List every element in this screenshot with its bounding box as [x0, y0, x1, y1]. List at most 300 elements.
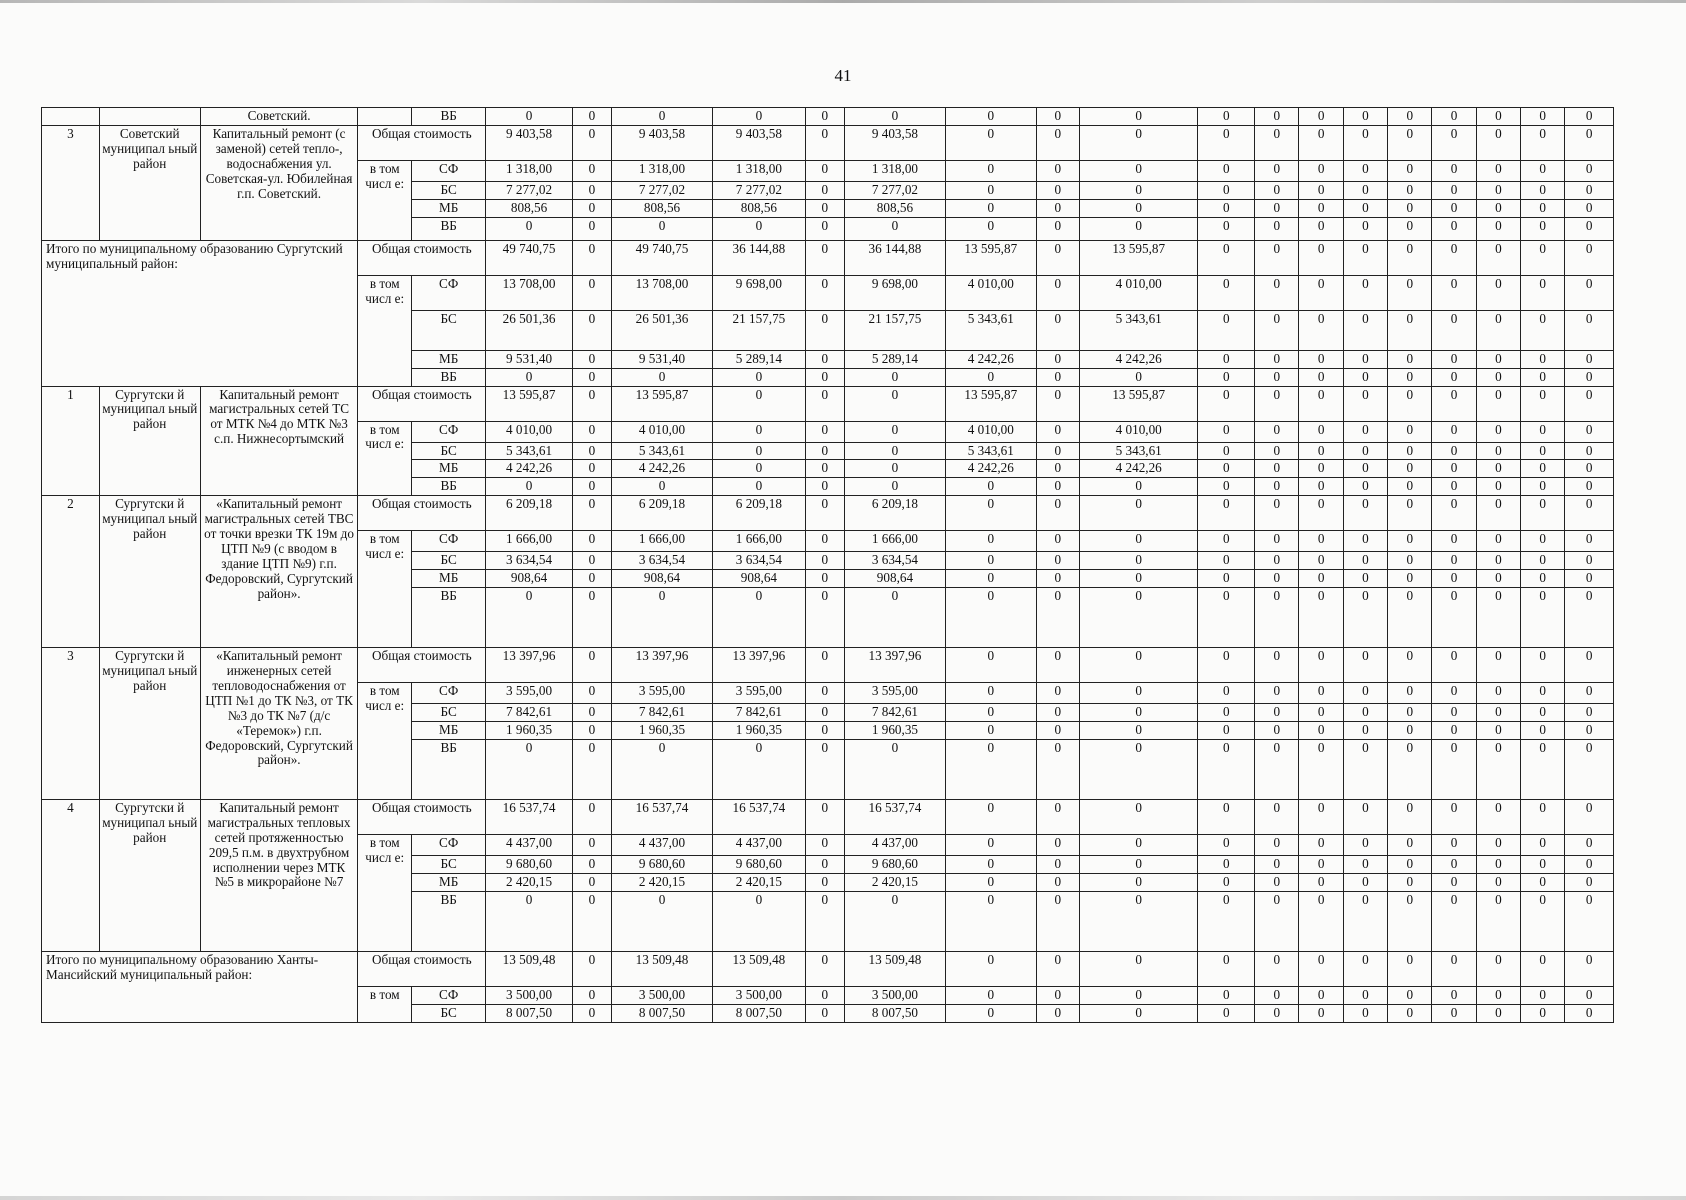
value-cell: 0 [1476, 739, 1520, 799]
value-cell: 0 [945, 855, 1036, 873]
value-cell: 7 842,61 [611, 704, 712, 722]
value-cell: 0 [1079, 570, 1198, 588]
value-cell: 0 [1521, 799, 1565, 834]
total-cost-label: Общая стоимость [358, 648, 486, 683]
value-cell: 0 [572, 386, 611, 421]
value-cell: 0 [1198, 891, 1255, 951]
value-cell: 0 [1565, 240, 1614, 275]
value-cell: 0 [1521, 125, 1565, 160]
value-cell: 0 [805, 199, 844, 217]
value-cell: 0 [1388, 181, 1432, 199]
value-cell: 0 [1388, 951, 1432, 986]
value-cell: 0 [1432, 986, 1476, 1004]
value-cell: 0 [805, 386, 844, 421]
value-cell: 0 [1299, 350, 1343, 368]
value-cell: 0 [1521, 570, 1565, 588]
value-cell: 0 [1299, 648, 1343, 683]
value-cell: 0 [1198, 873, 1255, 891]
value-cell: 0 [572, 588, 611, 648]
value-cell: 0 [1432, 570, 1476, 588]
value-cell: 0 [572, 421, 611, 442]
value-cell: 13 397,96 [611, 648, 712, 683]
value-cell: 0 [805, 125, 844, 160]
value-cell: 0 [945, 873, 1036, 891]
value-cell: 0 [1299, 199, 1343, 217]
value-cell: 0 [1388, 386, 1432, 421]
value-cell: 0 [1388, 739, 1432, 799]
value-cell: 0 [1343, 240, 1387, 275]
value-cell: 0 [572, 648, 611, 683]
value-cell: 13 595,87 [486, 386, 573, 421]
value-cell: 0 [1343, 199, 1387, 217]
value-cell: 0 [1343, 951, 1387, 986]
value-cell: 0 [572, 873, 611, 891]
source-label: МБ [412, 721, 486, 739]
value-cell: 0 [1198, 460, 1255, 478]
page-number: 41 [834, 66, 852, 85]
value-cell: 0 [1521, 368, 1565, 386]
value-cell: 0 [1388, 240, 1432, 275]
num-cell [42, 108, 100, 126]
value-cell: 3 634,54 [844, 552, 945, 570]
value-cell: 0 [945, 108, 1036, 126]
value-cell: 0 [611, 891, 712, 951]
value-cell: 4 242,26 [1079, 350, 1198, 368]
value-cell: 0 [1198, 531, 1255, 552]
value-cell: 0 [572, 704, 611, 722]
value-cell: 0 [611, 217, 712, 240]
value-cell: 2 420,15 [713, 873, 806, 891]
value-cell: 0 [1565, 873, 1614, 891]
value-cell: 5 343,61 [486, 442, 573, 460]
project-description: Капитальный ремонт магистральных тепловых сетей протяженностью 209,5 п.м. в двухтрубном исполнении через МТК №5 в микрорайоне №7 [200, 799, 358, 951]
value-cell: 7 842,61 [844, 704, 945, 722]
value-cell: 0 [1036, 240, 1079, 275]
value-cell: 0 [1565, 199, 1614, 217]
value-cell: 0 [1299, 217, 1343, 240]
value-cell: 0 [1521, 951, 1565, 986]
value-cell: 0 [1198, 799, 1255, 834]
value-cell: 0 [1036, 648, 1079, 683]
value-cell: 0 [1079, 368, 1198, 386]
value-cell: 0 [1476, 986, 1520, 1004]
value-cell: 0 [1388, 531, 1432, 552]
value-cell: 0 [1565, 496, 1614, 531]
municipality-name: Сургутски й муниципал ьный район [99, 386, 200, 496]
value-cell: 0 [1299, 799, 1343, 834]
source-label: ВБ [412, 891, 486, 951]
value-cell: 0 [713, 386, 806, 421]
value-cell: 0 [945, 834, 1036, 855]
value-cell: 26 501,36 [486, 310, 573, 350]
value-cell: 0 [1255, 588, 1299, 648]
value-cell: 4 437,00 [844, 834, 945, 855]
value-cell: 0 [1036, 986, 1079, 1004]
value-cell: 908,64 [486, 570, 573, 588]
value-cell: 0 [1388, 442, 1432, 460]
value-cell: 0 [1432, 951, 1476, 986]
value-cell: 0 [1476, 160, 1520, 181]
value-cell: 0 [1565, 108, 1614, 126]
table-row [42, 240, 1614, 275]
value-cell: 0 [1299, 739, 1343, 799]
value-cell: 0 [945, 125, 1036, 160]
value-cell: 0 [1521, 704, 1565, 722]
value-cell: 0 [572, 125, 611, 160]
value-cell: 0 [1036, 108, 1079, 126]
value-cell: 6 209,18 [844, 496, 945, 531]
value-cell: 0 [1521, 350, 1565, 368]
value-cell: 0 [1388, 704, 1432, 722]
value-cell: 0 [1036, 199, 1079, 217]
value-cell: 1 960,35 [844, 721, 945, 739]
value-cell: 8 007,50 [611, 1004, 712, 1022]
value-cell: 0 [945, 721, 1036, 739]
value-cell: 0 [1521, 496, 1565, 531]
value-cell: 0 [1079, 588, 1198, 648]
value-cell: 0 [572, 310, 611, 350]
value-cell: 0 [1476, 460, 1520, 478]
value-cell: 4 010,00 [945, 421, 1036, 442]
value-cell: 0 [1476, 125, 1520, 160]
value-cell: 0 [1388, 496, 1432, 531]
value-cell: 0 [1036, 181, 1079, 199]
value-cell: 0 [1388, 648, 1432, 683]
source-label: БС [412, 855, 486, 873]
value-cell: 0 [1079, 739, 1198, 799]
value-cell: 0 [713, 108, 806, 126]
value-cell: 0 [1432, 891, 1476, 951]
value-cell: 0 [1343, 368, 1387, 386]
value-cell: 0 [1255, 368, 1299, 386]
value-cell: 0 [1036, 160, 1079, 181]
value-cell: 4 242,26 [486, 460, 573, 478]
value-cell: 0 [572, 496, 611, 531]
value-cell: 0 [1343, 108, 1387, 126]
table-row [42, 648, 1614, 683]
value-cell: 0 [1343, 704, 1387, 722]
source-label: ВБ [412, 588, 486, 648]
value-cell: 0 [945, 552, 1036, 570]
value-cell: 0 [945, 986, 1036, 1004]
value-cell: 0 [805, 704, 844, 722]
value-cell: 0 [1388, 460, 1432, 478]
value-cell: 0 [1079, 704, 1198, 722]
value-cell: 0 [805, 873, 844, 891]
value-cell: 0 [945, 588, 1036, 648]
value-cell: 0 [1388, 570, 1432, 588]
value-cell: 0 [805, 721, 844, 739]
including-cell [358, 108, 412, 126]
value-cell: 5 289,14 [713, 350, 806, 368]
including-label: в том [358, 986, 412, 1022]
value-cell: 4 242,26 [945, 460, 1036, 478]
value-cell: 0 [1079, 199, 1198, 217]
value-cell: 0 [1432, 199, 1476, 217]
value-cell: 0 [805, 588, 844, 648]
including-label: в том числ е: [358, 421, 412, 496]
value-cell: 16 537,74 [486, 799, 573, 834]
value-cell: 0 [1521, 834, 1565, 855]
value-cell: 0 [572, 240, 611, 275]
value-cell: 0 [1198, 739, 1255, 799]
value-cell: 0 [572, 181, 611, 199]
value-cell: 0 [1343, 421, 1387, 442]
description-cell: Советский. [200, 108, 358, 126]
value-cell: 0 [1036, 421, 1079, 442]
value-cell: 5 289,14 [844, 350, 945, 368]
value-cell: 0 [945, 531, 1036, 552]
source-label: ВБ [412, 478, 486, 496]
value-cell: 0 [1521, 1004, 1565, 1022]
source-label: СФ [412, 421, 486, 442]
value-cell: 0 [1036, 386, 1079, 421]
value-cell: 0 [1476, 891, 1520, 951]
value-cell: 0 [1198, 217, 1255, 240]
value-cell: 0 [1036, 217, 1079, 240]
table-row [42, 496, 1614, 531]
value-cell: 0 [1255, 834, 1299, 855]
value-cell: 8 007,50 [844, 1004, 945, 1022]
value-cell: 0 [1432, 855, 1476, 873]
value-cell: 3 634,54 [611, 552, 712, 570]
value-cell: 0 [572, 552, 611, 570]
value-cell: 0 [1299, 873, 1343, 891]
value-cell: 3 500,00 [713, 986, 806, 1004]
value-cell: 0 [1079, 478, 1198, 496]
value-cell: 9 531,40 [611, 350, 712, 368]
value-cell: 0 [1432, 350, 1476, 368]
value-cell: 0 [844, 739, 945, 799]
value-cell: 0 [945, 799, 1036, 834]
value-cell: 0 [1565, 421, 1614, 442]
value-cell: 4 242,26 [1079, 460, 1198, 478]
source-label: СФ [412, 834, 486, 855]
value-cell: 0 [1255, 310, 1299, 350]
value-cell: 0 [805, 275, 844, 310]
value-cell: 0 [1521, 531, 1565, 552]
value-cell: 0 [1343, 588, 1387, 648]
value-cell: 13 397,96 [844, 648, 945, 683]
value-cell: 0 [1343, 496, 1387, 531]
value-cell: 0 [1565, 739, 1614, 799]
value-cell: 0 [1565, 310, 1614, 350]
value-cell: 0 [486, 217, 573, 240]
value-cell: 0 [1255, 951, 1299, 986]
value-cell: 0 [1255, 386, 1299, 421]
value-cell: 0 [1255, 181, 1299, 199]
value-cell: 3 634,54 [486, 552, 573, 570]
value-cell: 0 [1198, 588, 1255, 648]
value-cell: 49 740,75 [486, 240, 573, 275]
value-cell: 0 [1299, 240, 1343, 275]
value-cell: 0 [1565, 217, 1614, 240]
value-cell: 0 [844, 460, 945, 478]
value-cell: 0 [945, 683, 1036, 704]
value-cell: 0 [805, 951, 844, 986]
value-cell: 0 [1521, 421, 1565, 442]
value-cell: 0 [805, 531, 844, 552]
value-cell: 5 343,61 [611, 442, 712, 460]
value-cell: 3 595,00 [713, 683, 806, 704]
value-cell: 0 [486, 891, 573, 951]
value-cell: 0 [572, 951, 611, 986]
value-cell: 0 [1343, 275, 1387, 310]
value-cell: 0 [1388, 310, 1432, 350]
value-cell: 0 [1299, 588, 1343, 648]
value-cell: 0 [486, 588, 573, 648]
value-cell: 0 [1299, 386, 1343, 421]
value-cell: 0 [1521, 108, 1565, 126]
value-cell: 0 [1299, 421, 1343, 442]
value-cell: 13 509,48 [611, 951, 712, 986]
value-cell: 0 [844, 891, 945, 951]
value-cell: 2 420,15 [486, 873, 573, 891]
value-cell: 908,64 [611, 570, 712, 588]
value-cell: 0 [1198, 199, 1255, 217]
value-cell: 0 [1198, 855, 1255, 873]
source-label: СФ [412, 275, 486, 310]
value-cell: 21 157,75 [713, 310, 806, 350]
value-cell: 3 595,00 [486, 683, 573, 704]
value-cell: 0 [1521, 721, 1565, 739]
value-cell: 0 [1036, 460, 1079, 478]
value-cell: 0 [805, 217, 844, 240]
value-cell: 0 [1343, 834, 1387, 855]
value-cell: 5 343,61 [1079, 442, 1198, 460]
value-cell: 0 [1255, 199, 1299, 217]
row-number: 1 [42, 386, 100, 496]
row-number: 2 [42, 496, 100, 648]
value-cell: 7 842,61 [486, 704, 573, 722]
value-cell: 0 [572, 799, 611, 834]
including-label: в том числ е: [358, 160, 412, 240]
value-cell: 13 595,87 [611, 386, 712, 421]
value-cell: 5 343,61 [945, 442, 1036, 460]
value-cell: 0 [572, 460, 611, 478]
value-cell: 0 [805, 496, 844, 531]
value-cell: 3 500,00 [844, 986, 945, 1004]
value-cell: 0 [1565, 648, 1614, 683]
value-cell: 0 [1432, 310, 1476, 350]
value-cell: 0 [1343, 350, 1387, 368]
value-cell: 4 437,00 [713, 834, 806, 855]
value-cell: 0 [1198, 986, 1255, 1004]
value-cell: 0 [1079, 552, 1198, 570]
value-cell: 0 [1198, 108, 1255, 126]
value-cell: 0 [1299, 570, 1343, 588]
value-cell: 0 [1036, 478, 1079, 496]
value-cell: 808,56 [844, 199, 945, 217]
source-label: СФ [412, 683, 486, 704]
table-row [42, 799, 1614, 834]
value-cell: 0 [1343, 478, 1387, 496]
value-cell: 0 [1343, 855, 1387, 873]
value-cell: 1 960,35 [713, 721, 806, 739]
value-cell: 0 [1565, 350, 1614, 368]
value-cell: 0 [1565, 368, 1614, 386]
value-cell: 0 [1521, 240, 1565, 275]
source-label: ВБ [412, 217, 486, 240]
value-cell: 0 [1343, 683, 1387, 704]
value-cell: 0 [1521, 442, 1565, 460]
value-cell: 0 [1036, 855, 1079, 873]
value-cell: 0 [945, 951, 1036, 986]
value-cell: 0 [805, 986, 844, 1004]
value-cell: 0 [1388, 588, 1432, 648]
value-cell: 0 [1079, 986, 1198, 1004]
value-cell: 0 [713, 588, 806, 648]
value-cell: 0 [1343, 739, 1387, 799]
value-cell: 0 [945, 1004, 1036, 1022]
value-cell: 9 680,60 [611, 855, 712, 873]
value-cell: 0 [1388, 834, 1432, 855]
value-cell: 0 [1299, 160, 1343, 181]
value-cell: 0 [1255, 442, 1299, 460]
value-cell: 0 [1198, 350, 1255, 368]
value-cell: 0 [1343, 217, 1387, 240]
value-cell: 0 [1388, 160, 1432, 181]
value-cell: 0 [1198, 275, 1255, 310]
value-cell: 0 [1036, 531, 1079, 552]
value-cell: 6 209,18 [486, 496, 573, 531]
value-cell: 0 [1565, 442, 1614, 460]
value-cell: 36 144,88 [713, 240, 806, 275]
value-cell: 0 [1432, 588, 1476, 648]
source-label: БС [412, 552, 486, 570]
value-cell: 4 010,00 [611, 421, 712, 442]
including-label: в том числ е: [358, 531, 412, 648]
value-cell: 1 960,35 [486, 721, 573, 739]
value-cell: 0 [844, 478, 945, 496]
value-cell: 0 [572, 1004, 611, 1022]
value-cell: 0 [572, 478, 611, 496]
value-cell: 0 [1476, 721, 1520, 739]
value-cell: 0 [1476, 240, 1520, 275]
value-cell: 0 [1198, 478, 1255, 496]
value-cell: 0 [611, 588, 712, 648]
table-row [42, 108, 1614, 126]
value-cell: 0 [1198, 683, 1255, 704]
value-cell: 13 708,00 [611, 275, 712, 310]
value-cell: 0 [1299, 310, 1343, 350]
value-cell: 0 [1255, 350, 1299, 368]
municipality-cell [99, 108, 200, 126]
value-cell: 0 [1476, 442, 1520, 460]
value-cell: 9 531,40 [486, 350, 573, 368]
value-cell: 0 [1388, 721, 1432, 739]
value-cell: 8 007,50 [486, 1004, 573, 1022]
source-label: БС [412, 181, 486, 199]
value-cell: 0 [1036, 799, 1079, 834]
value-cell: 0 [1343, 386, 1387, 421]
value-cell: 5 343,61 [1079, 310, 1198, 350]
value-cell: 0 [1521, 160, 1565, 181]
value-cell: 0 [1432, 275, 1476, 310]
value-cell: 0 [1079, 125, 1198, 160]
value-cell: 0 [1432, 460, 1476, 478]
value-cell: 0 [1476, 570, 1520, 588]
value-cell: 6 209,18 [611, 496, 712, 531]
value-cell: 0 [1198, 1004, 1255, 1022]
value-cell: 0 [1565, 552, 1614, 570]
value-cell: 0 [1079, 951, 1198, 986]
value-cell: 0 [1388, 125, 1432, 160]
value-cell: 0 [572, 217, 611, 240]
value-cell: 0 [1388, 275, 1432, 310]
value-cell: 0 [1388, 799, 1432, 834]
value-cell: 0 [572, 350, 611, 368]
